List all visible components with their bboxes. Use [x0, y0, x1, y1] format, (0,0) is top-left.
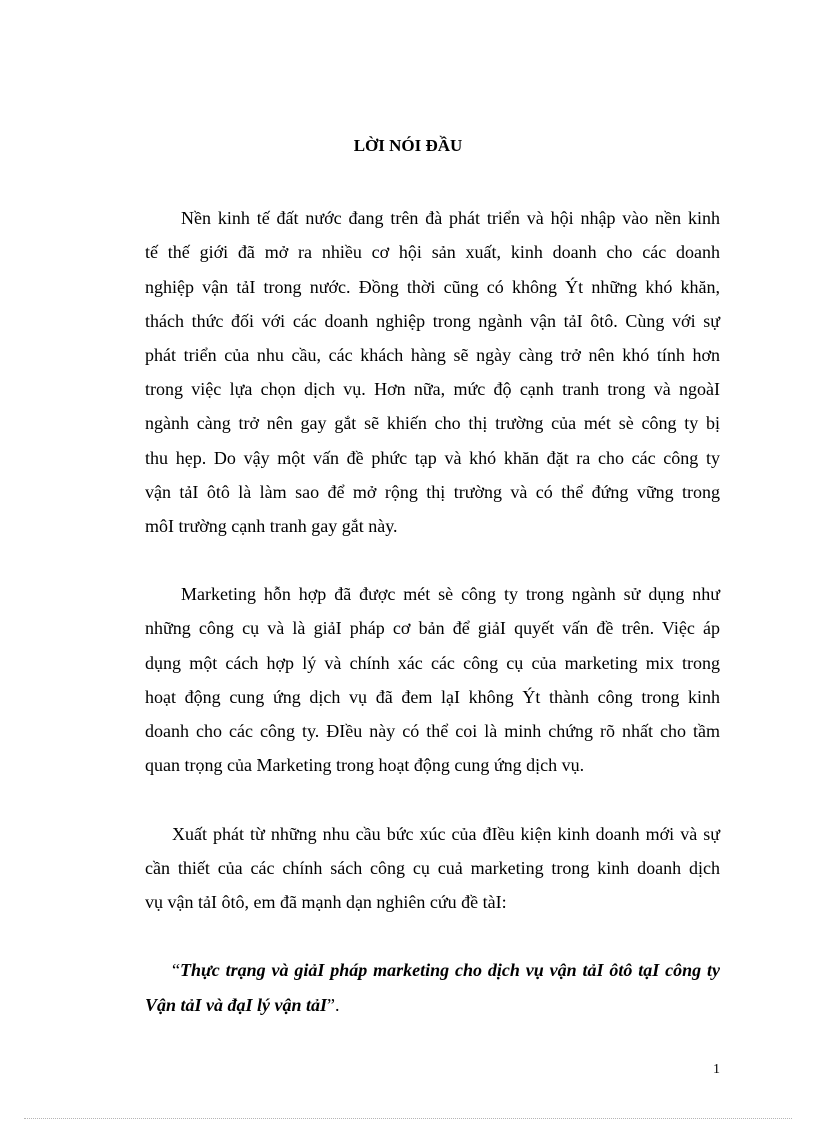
paragraph-2-line-6: quan trọng của Marketing trong hoạt động cung ứng dịch vụ.	[145, 755, 585, 775]
paragraph-2-line-2: những công cụ và là giảI pháp cơ bản để giảI quyết vấn đề trên. Việc áp	[145, 618, 720, 638]
paragraph-3-line-1: Xuất phát từ những nhu cầu bức xúc của đIều kiện kinh doanh mới và sự	[172, 824, 720, 844]
paragraph-1-line-9: vận tảI ôtô là làm sao để mở rộng thị trường và có thể đứng vững trong	[145, 482, 720, 502]
paragraph-3-line-3: vụ vận tảI ôtô, em đã mạnh dạn nghiên cứu đề tàI:	[145, 892, 507, 912]
open-quote-mark: “	[172, 960, 180, 980]
thesis-title-text-1: Thực trạng và giảI pháp marketing cho dịch vụ vận tảI ôtô tạI công ty	[180, 960, 720, 980]
paragraph-1-line-1: Nền kinh tế đất nước đang trên đà phát triển và hội nhập vào nền kinh	[181, 208, 720, 228]
paragraph-1-line-6: trong việc lựa chọn dịch vụ. Hơn nữa, mức độ cạnh tranh trong và ngoàI	[145, 379, 720, 399]
paragraph-1-line-10: môI trường cạnh tranh gay gắt này.	[145, 516, 398, 536]
thesis-title-text-2: Vận tảI và đạI lý vận tảI	[145, 995, 328, 1015]
page-bottom-divider	[24, 1118, 792, 1119]
paragraph-2-line-5: doanh cho các công ty. ĐIều này có thể coi là minh chứng rõ nhất cho tầm	[145, 721, 720, 741]
close-quote-mark: ”.	[327, 995, 340, 1015]
thesis-title-line-2	[145, 993, 720, 1017]
thesis-title-line-1	[172, 958, 720, 982]
paragraph-1-line-5: phát triển của nhu cầu, các khách hàng sẽ ngày càng trở nên khó tính hơn	[145, 345, 720, 365]
paragraph-1-line-4: thách thức đối với các doanh nghiệp trong ngành vận tảI ôtô. Cùng với sự	[145, 311, 720, 331]
paragraph-1-line-3: nghiệp vận tảI trong nước. Đồng thời cũng có không Ýt những khó khăn,	[145, 277, 720, 297]
paragraph-2-line-1: Marketing hỗn hợp đã được mét sè công ty trong ngành sử dụng như	[181, 584, 720, 604]
page-number: 1	[713, 1062, 720, 1077]
paragraph-1-line-7: ngành càng trở nên gay gắt sẽ khiến cho thị trường của mét sè công ty bị	[145, 413, 720, 433]
paragraph-2-line-3: dụng một cách hợp lý và chính xác các công cụ của marketing mix trong	[145, 653, 720, 673]
paragraph-2-line-4: hoạt động cung ứng dịch vụ đã đem lạI không Ýt thành công trong kinh	[145, 687, 720, 707]
paragraph-3-line-2: cần thiết của các chính sách công cụ cuả marketing trong kinh doanh dịch	[145, 858, 720, 878]
paragraph-1-line-8: thu hẹp. Do vậy một vấn đề phức tạp và khó khăn đặt ra cho các công ty	[145, 448, 720, 468]
paragraph-1-line-2: tế thế giới đã mở ra nhiều cơ hội sản xuất, kinh doanh cho các doanh	[145, 242, 720, 262]
page-title: LỜI NÓI ĐẦU	[353, 136, 463, 155]
